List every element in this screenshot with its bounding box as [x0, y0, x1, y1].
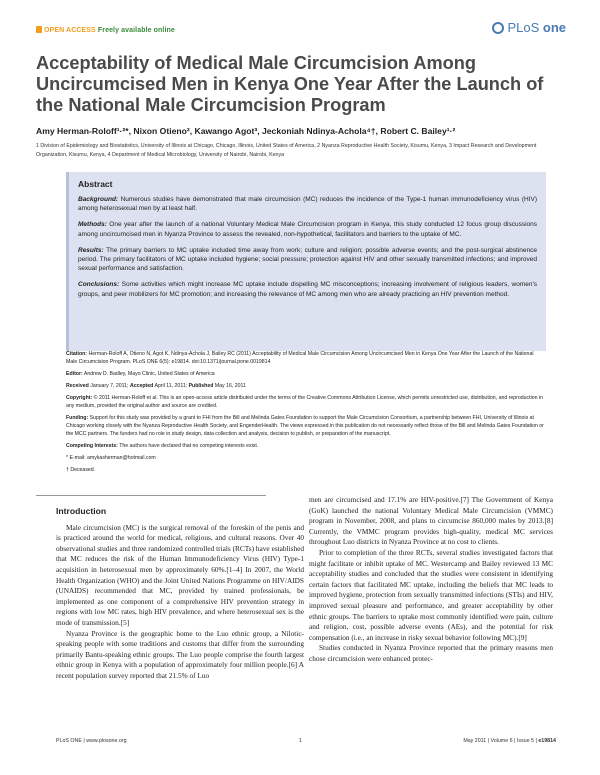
left-column	[56, 506, 304, 682]
dates: Received January 7, 2011; Accepted April 11, 2011; Published May 16, 2011	[66, 383, 246, 389]
footer-issue-info: May 2011 | Volume 6 | Issue 5 | e19814	[463, 738, 556, 744]
deceased-note: † Deceased.	[66, 467, 96, 473]
right-column	[309, 495, 553, 665]
editor: Editor: Andrew D. Badley, Mayo Clinic, United States of America	[66, 371, 215, 377]
competing-interests: Competing Interests: The authors have declared that no competing interests exist.	[66, 443, 259, 449]
article-metadata	[66, 350, 546, 478]
body-paragraph: Studies conducted in Nyanza Province reported that the primary reasons men chose circumcision were enhanced protec-	[309, 643, 553, 663]
abstract-box	[66, 172, 546, 351]
intro-paragraph: Nyanza Province is the geographic home to the Luo ethnic group, a Nilotic-speaking people with some traditions and customs that differ from the surrounding primarily Bantu-speaking ethnic groups. The Luo people comprise the fourth largest ethnic group in Kenya with a population of approximately four million people.[6] A recent population survey reported that 21.5% of Luo	[56, 628, 304, 680]
open-access-banner: OPEN ACCESS Freely available online	[36, 26, 175, 34]
funding: Funding: Support for this study was provided by a grant to FHI from the Bill and Melinda Gates Foundation to support the Male Circumcision Consortium, a partnership between FHI, University of Illinois at Chicago working closely with the Nyanza Reproductive Health Society, and EngenderHealth. The views expressed in this publication do not necessarily reflect those of the Bill and Melinda Gates Foundation or the MCC partners. The funders had no role in study design, data collection and analysis, decision to publish, or preparation of the manuscript.	[66, 415, 544, 437]
copyright: Copyright: © 2011 Herman-Roloff et al. This is an open-access article distributed under the terms of the Creative Commons Attribution License, which permits unrestricted use, distribution, and reproduction in any medium, provided the original author and source are credited.	[66, 395, 543, 409]
abstract-conclusions: Conclusions: Some activities which might increase MC uptake include dispelling MC misconceptions; increasing involvement of religious leaders, women's groups, and peer mobilizers for MC promotion; and increasing the relevance of MC among men who are already practicing an HIV prevention method.	[78, 281, 537, 298]
journal-logo: PLoS one	[492, 20, 566, 35]
abstract-heading: Abstract	[78, 179, 113, 189]
open-access-lock-icon	[36, 26, 42, 33]
author-list: Amy Herman-Roloff¹·²*, Nixon Otieno², Kawango Agot³, Jeckoniah Ndinya-Achola⁴†, Robert C. Bailey¹·²	[36, 126, 456, 136]
abstract-background: Background: Numerous studies have demonstrated that male circumcision (MC) reduces the incidence of the Type-1 human immunodeficiency virus (HIV) among heterosexual men by at least half.	[78, 196, 537, 213]
footer-journal-site[interactable]: PLoS ONE | www.plosone.org	[56, 738, 127, 744]
journal-header	[36, 18, 566, 44]
introduction-heading: Introduction	[56, 506, 107, 516]
article-title: Acceptability of Medical Male Circumcision Among Uncircumcised Men in Kenya One Year After the Launch of the National Male Circumcision Program	[36, 53, 544, 115]
plos-logo-icon	[492, 22, 504, 34]
abstract-methods: Methods: One year after the launch of a national Voluntary Medical Male Circumcision program in Kenya, this study conducted 12 focus group discussions among uncircumcised men in Nyanza Province to assess the revealed, non-hypothetical, facilitators and barriers to the uptake of MC.	[78, 221, 537, 238]
abstract-results: Results: The primary barriers to MC uptake included time away from work; culture and religion; possible adverse events; and the post-surgical abstinence period. The primary facilitators of MC uptake included hygiene; social pressure; protection against HIV and other sexually transmitted infections; and improved sexual performance and satisfaction.	[78, 246, 537, 273]
body-paragraph: men are circumcised and 17.1% are HIV-positive.[7] The Government of Kenya (GoK) launched the national Voluntary Medical Male Circumcision (VMMC) program in November, 2008, and plans to circumcise 860,000 males by 2013.[8] Currently, the VMMC program provides high-quality, medical MC services throughout Luo districts in Nyanza Province at no cost to clients.	[309, 495, 553, 547]
page-number: 1	[299, 738, 302, 744]
section-divider	[36, 495, 266, 496]
intro-paragraph: Male circumcision (MC) is the surgical removal of the foreskin of the penis and is practiced around the world for medical, religious, and cultural reasons. Over 40 observational studies and three randomized controlled trials (RCTs) have established that MC reduces the risk of the Human Immunodeficiency Virus (HIV) Type-1 acquisition in heterosexual men by approximately 60%.[1–4] In 2007, the World Health Organization (WHO) and the Joint United Nations Programme on HIV/AIDS (UNAIDS) recommended that MC, provided by trained professionals, be implemented as one component of a comprehensive HIV prevention strategy in regions with low MC rates, high HIV prevalence, and where heterosexual sex is the mode of transmission.[5]	[56, 522, 304, 627]
citation: Citation: Herman-Roloff A, Otieno N, Agot K, Ndinya-Achola J, Bailey RC (2011) Acceptability of Medical Male Circumcision Among Uncircumcised Men in Kenya One Year After the Launch of the National Male Circumcision Program. PLoS ONE 6(5): e19814. doi:10.1371/journal.pone.0019814	[66, 351, 534, 365]
corresponding-email[interactable]: * E-mail: amykasherman@hotmail.com	[66, 455, 156, 461]
affiliations: 1 Division of Epidemiology and Biostatistics, University of Illinois at Chicago, Chicago, Illinois, United States of America, 2 Nyanza Reproductive Health Society, Kisumu, Kenya, 3 Impact Research and Development Organization, Kisumu, Kenya, 4 Department of Medical Microbiology, University of Nairobi, Nairobi, Kenya	[36, 143, 537, 158]
body-paragraph: Prior to completion of the three RCTs, several studies investigated factors that might facilitate or inhibit uptake of MC. Westercamp and Bailey reviewed 13 MC acceptability studies and concluded that the studies were consistent in identifying certain factors that facilitated MC uptake, including the beliefs that MC leads to improved hygiene, protection from sexually transmitted infections (STIs) and HIV, improved sexual pleasure and performance, and greater acceptability by other ethnic groups. The barriers to uptake most commonly identified were pain, culture and religion, cost, possible adverse events (AEs), and the potential for risk compensation (i.e., an increase in risky sexual behavior following MC).[9]	[309, 547, 553, 642]
